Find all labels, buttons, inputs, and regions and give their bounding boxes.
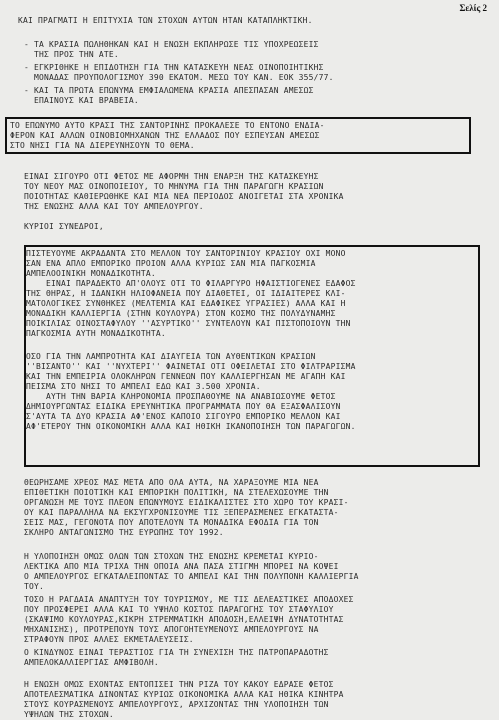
text-line: ΣΕΙΣ ΜΑΣ, ΓΕΓΟΝΟΤΑ ΠΟΥ ΑΠΟΤΕΛΟΥΝ ΤΑ ΜΟΝΑΔΙΚΑ ΕΦΟΔΙΑ ΓΙΑ ΤΟΝ [24,518,319,527]
text-line: Η ΕΝΩΣΗ ΟΜΩΣ ΕΧΟΝΤΑΣ ΕΝΤΟΠΙΣΕΙ ΤΗΝ ΡΙΖΑ ΤΟΥ ΚΑΚΟΥ ΕΔΡΑΣΕ ΦΕΤΟΣ [24,680,334,689]
text-line: ΤΟΥ ΝΕΟΥ ΜΑΣ ΟΙΝΟΠΟΙΕΙΟΥ, ΤΟ ΜΗΝΥΜΑ ΓΙΑ ΤΗΝ ΠΑΡΑΓΩΓΗ ΚΡΑΣΙΩΝ [24,182,324,191]
text-line: ΣΑΝ ΕΝΑ ΑΠΛΟ ΕΜΠΟΡΙΚΟ ΠΡΟΙΟΝ ΑΛΛΑ ΚΥΡΙΩΣ ΣΑΝ ΜΙΑ ΠΑΓΚΟΣΜΙΑ [26,259,316,268]
text-line: ΛΕΚΤΙΚΑ ΑΠΟ ΜΙΑ ΤΡΙΧΑ ΤΗΝ ΟΠΟΙΑ ΑΝΑ ΠΑΣΑ ΣΤΙΓΜΗ ΜΠΟΡΕΙ ΝΑ ΚΟΨΕΙ [24,562,339,571]
text-line: ΕΙΝΑΙ ΠΑΡΑΔΕΚΤΟ ΑΠ'ΟΛΟΥΣ ΟΤΙ ΤΟ ΦΙΛΑΡΓΥΡΟ ΗΦΑΙΣΤΙΟΓΕΝΕΣ ΕΔΑΦΟΣ [26,279,356,288]
text-line: ''ΒΙΣΑΝΤΟ'' ΚΑΙ ''ΝΥΧΤΕΡΙ'' ΦΑΙΝΕΤΑΙ ΟΤΙ ΟΦΕΙΛΕΤΑΙ ΣΤΟ ΦΙΛΤΡΑΡΙΣΜΑ [26,362,356,371]
text-line: ΟΥ ΚΑΙ ΠΑΡΑΛΛΗΛΑ ΝΑ ΕΚΣΥΓΧΡΟΝΙΣΟΥΜΕ ΤΙΣ ΞΕΠΕΡΑΣΜΕΝΕΣ ΕΓΚΑΤΑΣΤΑ- [24,508,339,517]
text-line: ΣΤΡΑΦΟΥΝ ΠΡΟΣ ΑΛΛΕΣ ΕΚΜΕΤΑΛΕΥΣΕΙΣ. [24,635,194,644]
text-line: ΤΗΣ ΕΝΩΣΗΣ ΑΛΛΑ ΚΑΙ ΤΟΥ ΑΜΠΕΛΟΥΡΓΟΥ. [24,202,204,211]
text-line: ΟΣΟ ΓΙΑ ΤΗΝ ΛΑΜΠΡΟΤΗΤΑ ΚΑΙ ΔΙΑΥΓΕΙΑ ΤΩΝ ΑΥΘΕΝΤΙΚΩΝ ΚΡΑΣΙΩΝ [26,352,316,361]
text-line: ΠΟΥ ΠΡΟΣΦΕΡΕΙ ΑΛΛΑ ΚΑΙ ΤΟ ΥΨΗΛΟ ΚΟΣΤΟΣ ΠΑΡΑΓΩΓΗΣ ΤΟΥ ΣΤΑΦΥΛΙΟΥ [24,605,334,614]
text-line: ΜΑΤΟΛΟΓΙΚΕΣ ΣΥΝΘΗΚΕΣ (ΜΕΛΤΕΜΙΑ ΚΑΙ ΕΔΑΦΙΚΕΣ ΥΓΡΑΣΙΕΣ) ΑΛΛΑ ΚΑΙ Η [26,299,346,308]
text-line: Ο ΑΜΠΕΛΟΥΡΓΟΣ ΕΓΚΑΤΑΛΕΙΠΟΝΤΑΣ ΤΟ ΑΜΠΕΛΙ ΚΑΙ ΤΗΝ ΠΟΛΥΠΟΝΗ ΚΑΛΛΙΕΡΓΙΑ [24,572,359,581]
text-line: ΠΕΙΣΜΑ ΣΤΟ ΝΗΣΙ ΤΟ ΑΜΠΕΛΙ ΕΔΩ ΚΑΙ 3.500 ΧΡΟΝΙΑ. [26,382,261,391]
text-line: ΜΟΝΑΔΙΚΗ ΚΑΛΛΙΕΡΓΙΑ (ΣΤΗΝ ΚΟΥΛΟΥΡΑ) ΣΤΟΝ ΚΟΣΜΟ ΤΗΣ ΠΟΛΥΔΥΝΑΜΗΣ [26,309,336,318]
text-line: Ο ΚΙΝΔΥΝΟΣ ΕΙΝΑΙ ΤΕΡΑΣΤΙΟΣ ΓΙΑ ΤΗ ΣΥΝΕΧΙΣΗ ΤΗΣ ΠΑΤΡΟΠΑΡΑΔΟΤΗΣ [24,648,329,657]
text-line: ΤΗΣ ΠΡΟΣ ΤΗΝ ΑΤΕ. [24,50,119,59]
text-line: ΦΕΡΟΝ ΚΑΙ ΑΛΛΩΝ ΟΙΝΟΒΙΟΜΗΧΑΝΩΝ ΤΗΣ ΕΛΛΑΔΟΣ ΠΟΥ ΕΣΠΕΥΣΑΝ ΑΜΕΣΩΣ [10,131,320,140]
text-line: Η ΥΛΟΠΟΙΗΣΗ ΟΜΩΣ ΟΛΩΝ ΤΩΝ ΣΤΟΧΩΝ ΤΗΣ ΕΝΩΣΗΣ ΚΡΕΜΕΤΑΙ ΚΥΡΙΟ- [24,552,319,561]
text-line: ΟΡΓΑΝΩΣΗ ΜΕ ΤΟΥΣ ΠΛΕΟΝ ΕΠΩΝΥΜΟΥΣ ΕΙΔΙΚΑΛΙΣΤΕΣ ΣΤΟ ΧΩΡΟ ΤΟΥ ΚΡΑΣΙ- [24,498,349,507]
text-line: ΤΗΣ ΘΗΡΑΣ, Η ΙΔΑΝΙΚΗ ΗΛΙΟΦΑΝΕΙΑ ΠΟΥ ΔΙΑΘΕΤΕΙ, ΟΙ ΙΔΙΑΙΤΕΡΕΣ ΚΛΙ- [26,289,346,298]
text-line: Σ'ΑΥΤΑ ΤΑ ΔΥΟ ΚΡΑΣΙΑ ΑΦ'ΕΝΟΣ ΚΑΠΟΙΟ ΣΙΓΟΥΡΟ ΕΜΠΟΡΙΚΟ ΜΕΛΛΟΝ ΚΑΙ [26,412,341,421]
text-line: ΥΨΗΛΩΝ ΤΗΣ ΣΤΟΧΩΝ. [24,710,114,719]
text-line: ΜΟΝΑΔΑΣ ΠΡΟΥΠΟΛΟΓΙΣΜΟΥ 390 ΕΚΑΤΟΜ. ΜΕΣΩ ΤΟΥ ΚΑΝ. ΕΟΚ 355/77. [24,73,334,82]
text-line: ΑΥΤΗ ΤΗΝ ΒΑΡΙΑ ΚΛΗΡΟΝΟΜΙΑ ΠΡΟΣΠΑΘΟΥΜΕ ΝΑ ΑΝΑΒΙΩΣΟΥΜΕ ΦΕΤΟΣ [26,392,336,401]
text-line: ΚΥΡΙΟΙ ΣΥΝΕΔΡΟΙ, [24,222,104,231]
text-line: ΜΗΧΑΝΙΣΗΣ), ΠΡΟΤΡΕΠΟΥΝ ΤΟΥΣ ΑΠΟΓΟΗΤΕΥΜΕΝΟΥΣ ΑΜΠΕΛΟΥΡΓΟΥΣ ΝΑ [24,625,319,634]
text-line: ΠΙΣΤΕΥΟΥΜΕ ΑΚΡΑΔΑΝΤΑ ΣΤΟ ΜΕΛΛΟΝ ΤΟΥ ΣΑΝΤΟΡΙΝΙΟΥ ΚΡΑΣΙΟΥ ΟΧΙ ΜΟΝΟ [26,249,346,258]
text-line: ΚΑΙ ΠΡΑΓΜΑΤΙ Η ΕΠΙΤΥΧΙΑ ΤΩΝ ΣΤΟΧΩΝ ΑΥΤΩΝ ΗΤΑΝ ΚΑΤΑΠΛΗΚΤΙΚΗ. [18,16,313,25]
text-line: ΑΜΠΕΛΟΟΙΝΙΚΗ ΜΟΝΑΔΙΚΟΤΗΤΑ. [26,269,156,278]
text-line: ΣΤΟΥΣ ΚΟΥΡΑΣΜΕΝΟΥΣ ΑΜΠΕΛΟΥΡΓΟΥΣ, ΑΡΧΙΖΟΝΤΑΣ ΤΗΝ ΥΛΟΠΟΙΗΣΗ ΤΩΝ [24,700,329,709]
text-line: ΘΕΩΡΗΣΑΜΕ ΧΡΕΟΣ ΜΑΣ ΜΕΤΑ ΑΠΟ ΟΛΑ ΑΥΤΑ, ΝΑ ΧΑΡΑΞΟΥΜΕ ΜΙΑ ΝΕΑ [24,478,319,487]
text-line: ΔΗΜΙΟΥΡΓΩΝΤΑΣ ΕΙΔΙΚΑ ΕΡΕΥΝΗΤΙΚΑ ΠΡΟΓΡΑΜΜΑΤΑ ΠΟΥ ΘΑ ΕΞΑΣΦΑΛΙΣΟΥΝ [26,402,341,411]
text-line: ΤΟΥ. [24,582,44,591]
text-line: ΑΠΟΤΕΛΕΣΜΑΤΙΚΑ ΔΙΝΟΝΤΑΣ ΚΥΡΙΩΣ ΟΙΚΟΝΟΜΙΚΑ ΑΛΛΑ ΚΑΙ ΗΘΙΚΑ ΚΙΝΗΤΡΑ [24,690,344,699]
text-line: ΠΟΙΚΙΛΙΑΣ ΟΙΝΟΣΤΑΦΥΛΟΥ ''ΑΣΥΡΤΙΚΟ'' ΣΥΝΤΕΛΟΥΝ ΚΑΙ ΠΙΣΤΟΠΟΙΟΥΝ ΤΗΝ [26,319,351,328]
text-line: - ΕΓΚΡΙΘΗΚΕ Η ΕΠΙΔΟΤΗΣΗ ΓΙΑ ΤΗΝ ΚΑΤΑΣΚΕΥΗ ΝΕΑΣ ΟΙΝΟΠΟΙΗΤΙΚΗΣ [24,63,324,72]
text-line: ΑΦ'ΕΤΕΡΟΥ ΤΗΝ ΟΙΚΟΝΟΜΙΚΗ ΑΛΛΑ ΚΑΙ ΗΘΙΚΗ ΙΚΑΝΟΠΟΙΗΣΗ ΤΩΝ ΠΑΡΑΓΩΓΩΝ. [26,422,356,431]
text-line: ΤΟ ΕΠΩΝΥΜΟ ΑΥΤΟ ΚΡΑΣΙ ΤΗΣ ΣΑΝΤΟΡΙΝΗΣ ΠΡΟΚΑΛΕΣΕ ΤΟ ΕΝΤΟΝΟ ΕΝΔΙΑ- [10,121,325,130]
text-line: ΑΜΠΕΛΟΚΑΛΛΙΕΡΓΙΑΣ ΑΜΦΙΒΟΛΗ. [24,658,159,667]
text-line: ΣΚΛΗΡΟ ΑΝΤΑΓΩΝΙΣΜΟ ΤΗΣ ΕΥΡΩΠΗΣ ΤΟΥ 1992. [24,528,224,537]
text-line: - ΤΑ ΚΡΑΣΙΑ ΠΩΛΗΘΗΚΑΝ ΚΑΙ Η ΕΝΩΣΗ ΕΚΠΛΗΡΩΣΕ ΤΙΣ ΥΠΟΧΡΕΩΣΕΙΣ [24,40,319,49]
text-line: ΕΙΝΑΙ ΣΙΓΟΥΡΟ ΟΤΙ ΦΕΤΟΣ ΜΕ ΑΦΟΡΜΗ ΤΗΝ ΕΝΑΡΞΗ ΤΗΣ ΚΑΤΑΣΚΕΥΗΣ [24,172,319,181]
text-line: ΣΤΟ ΝΗΣΙ ΓΙΑ ΝΑ ΔΙΕΡΕΥΝΗΣΟΥΝ ΤΟ ΘΕΜΑ. [10,141,195,150]
text-line: (ΣΚΑΨΙΜΟ ΚΟΥΛΟΥΡΑΣ,ΚΙΚΡΗ ΣΤΡΕΜΜΑΤΙΚΗ ΑΠΟΔΟΣΗ,ΕΛΛΕΙΨΗ ΔΥΝΑΤΟΤΗΤΑΣ [24,615,344,624]
text-line: ΠΟΙΟΤΗΤΑΣ ΚΑΘΙΕΡΩΘΗΚΕ ΚΑΙ ΜΙΑ ΝΕΑ ΠΕΡΙΟΔΟΣ ΑΝΟΙΓΕΤΑΙ ΣΤΑ ΧΡΟΝΙΚΑ [24,192,344,201]
page-number: Σελίς 2 [459,3,487,13]
text-line: ΕΠΙΘΕΤΙΚΗ ΠΟΙΟΤΙΚΗ ΚΑΙ ΕΜΠΟΡΙΚΗ ΠΟΛΙΤΙΚΗ, ΝΑ ΣΤΕΛΕΧΩΣΟΥΜΕ ΤΗΝ [24,488,329,497]
text-line: ΚΑΙ ΤΗΝ ΕΜΠΕΙΡΙΑ ΟΛΟΚΛΗΡΩΝ ΓΕΝΝΕΩΝ ΠΟΥ ΚΑΛΛΙΕΡΓΗΣΑΝ ΜΕ ΑΓΑΠΗ ΚΑΙ [26,372,346,381]
text-line: ΠΑΓΚΟΣΜΙΑ ΑΥΤΗ ΜΟΝΑΔΙΚΟΤΗΤΑ. [26,329,166,338]
text-line: ΤΟΣΟ Η ΡΑΓΔΑΙΑ ΑΝΑΠΤΥΞΗ ΤΟΥ ΤΟΥΡΙΣΜΟΥ, ΜΕ ΤΙΣ ΔΕΛΕΑΣΤΙΚΕΣ ΑΠΟΔΟΧΕΣ [24,595,354,604]
text-line: - ΚΑΙ ΤΑ ΠΡΩΤΑ ΕΠΩΝΥΜΑ ΕΜΦΙΑΛΩΜΕΝΑ ΚΡΑΣΙΑ ΑΠΕΣΠΑΣΑΝ ΑΜΕΣΩΣ [24,86,314,95]
text-line: ΕΠΑΙΝΟΥΣ ΚΑΙ ΒΡΑΒΕΙΑ. [24,96,139,105]
